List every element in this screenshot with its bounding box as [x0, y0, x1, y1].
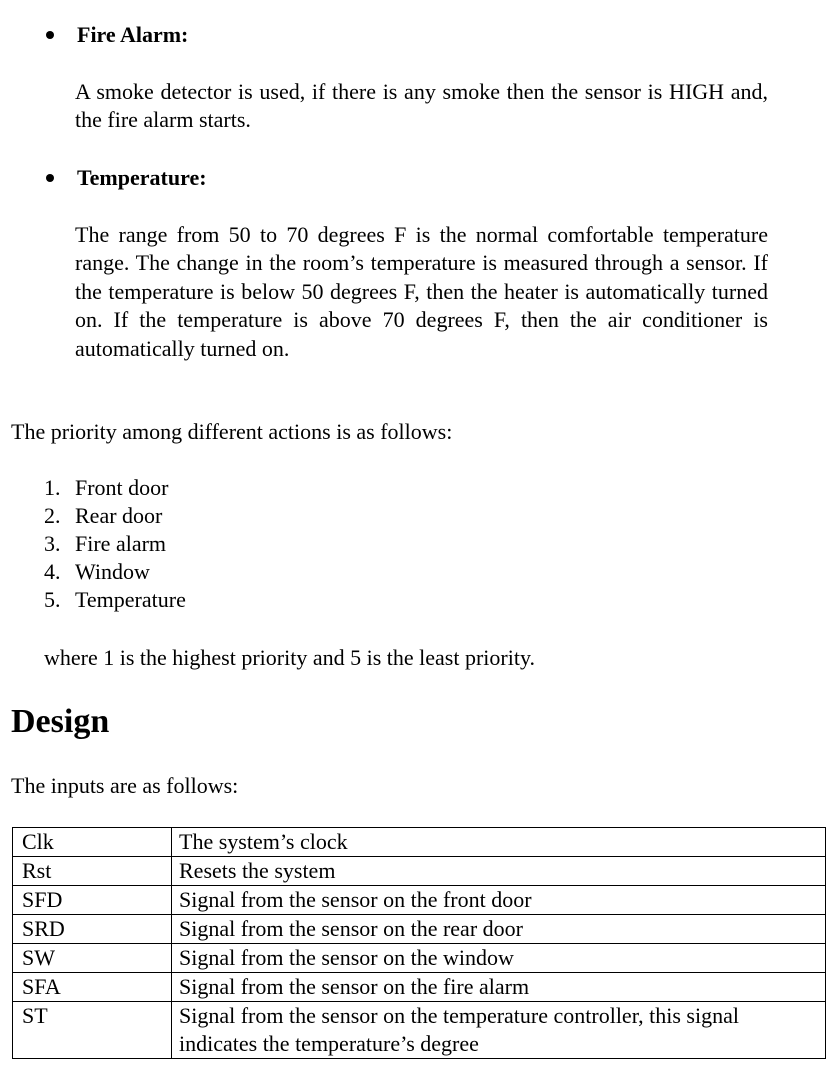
table-row: [13, 915, 826, 944]
temperature-paragraph: The range from 50 to 70 degrees F is the normal comfortable temperature range. The change in the room’s temperature is measured through a sensor. If the temperature is below 50 degrees F, then the heater is automatically turned on. If the temperature is above 70 degrees F, then the air conditioner is automatically turned on.: [75, 222, 768, 361]
list-item: 4. Window: [44, 559, 150, 584]
description-cell: The system’s clock: [172, 828, 826, 857]
list-item: 5. Temperature: [44, 587, 186, 612]
fire-alarm-paragraph: A smoke detector is used, if there is any smoke then the sensor is HIGH and, the fire alarm starts.: [75, 79, 768, 133]
table-row: [13, 973, 826, 1002]
description-cell: Resets the system: [172, 857, 826, 886]
description-cell: Signal from the sensor on the front door: [172, 886, 826, 915]
signal-cell: SW: [13, 944, 172, 973]
list-item: 1. Front door: [44, 475, 169, 500]
signal-cell: SRD: [13, 915, 172, 944]
list-item: 3. Fire alarm: [44, 531, 167, 556]
signal-cell: Clk: [13, 828, 172, 857]
inputs-table: [12, 827, 826, 1059]
design-heading: Design: [11, 703, 110, 740]
table-row: [13, 886, 826, 915]
table-row: [13, 1002, 826, 1059]
inputs-intro: The inputs are as follows:: [11, 773, 239, 798]
signal-cell: ST: [13, 1002, 172, 1059]
bullet-icon: [46, 31, 54, 39]
description-cell: Signal from the sensor on the window: [172, 944, 826, 973]
bullet-heading-temperature: [44, 165, 207, 191]
bullet-icon: [46, 174, 54, 182]
signal-cell: SFA: [13, 973, 172, 1002]
temperature-title: Temperature:: [77, 165, 207, 190]
list-item: 2. Rear door: [44, 503, 163, 528]
fire-alarm-title: Fire Alarm:: [77, 22, 189, 47]
table-row: [13, 944, 826, 973]
signal-cell: SFD: [13, 886, 172, 915]
signal-cell: Rst: [13, 857, 172, 886]
priority-note: where 1 is the highest priority and 5 is the least priority.: [44, 645, 536, 670]
description-cell: Signal from the sensor on the fire alarm: [172, 973, 826, 1002]
table-row: [13, 857, 826, 886]
description-cell: Signal from the sensor on the temperature controller, this signal indicates the temperature’s degree: [172, 1002, 826, 1059]
priority-intro: The priority among different actions is as follows:: [11, 419, 453, 444]
priority-list: [44, 474, 186, 614]
table-row: [13, 828, 826, 857]
description-cell: Signal from the sensor on the rear door: [172, 915, 826, 944]
bullet-heading-fire-alarm: [44, 22, 188, 48]
